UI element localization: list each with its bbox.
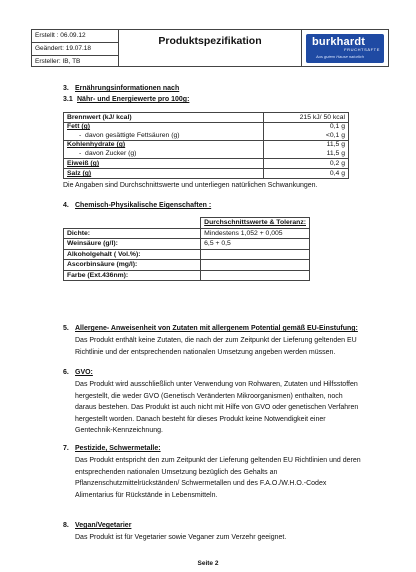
section7-text (75, 455, 405, 501)
author: Ersteller: IB, TB (35, 58, 81, 65)
density-label: Dichte: (64, 228, 201, 239)
carbs-cell (64, 141, 264, 159)
table-row (64, 239, 310, 250)
average-tolerance-header: Durchschnittswerte & Toleranz: (201, 218, 310, 229)
text-line: Gentechnik-Kennzeichnung. (75, 427, 163, 434)
table-row (64, 123, 349, 141)
section4-title: Chemisch-Physikalische Eigenschaften : (75, 202, 212, 209)
protein-label: Eiweiß (g) (64, 159, 264, 169)
carbs-label: Kohlenhydrate (g) (67, 141, 126, 148)
burkhardt-logo (306, 34, 384, 63)
section8-title: Vegan/Vegetarier (75, 522, 132, 529)
ascorbic-acid-value (201, 260, 310, 271)
saturated-fat-value: <0,1 g (325, 131, 345, 139)
carbs-value: 11,5 g (326, 141, 345, 148)
section5-number: 5. (63, 325, 69, 332)
header-meta (32, 30, 119, 66)
section6-number: 6. (63, 369, 69, 376)
section3-1-number: 3.1 (63, 96, 73, 103)
changed-date: Geändert: 19.07.18 (32, 43, 118, 56)
logo-subtitle: FRUCHTSÄFTE (344, 46, 380, 52)
empty-header-cell (64, 218, 201, 229)
text-line: Das Produkt enthält keine Zutaten, die nach der zum Zeitpunkt der Lieferung geltenden EU (75, 337, 357, 344)
section8-number: 8. (63, 522, 69, 529)
table-row (64, 169, 349, 179)
nutrition-note: Die Angaben sind Durchschnittswerte und unterliegen natürlichen Schwankungen. (63, 182, 318, 189)
color-value (201, 270, 310, 281)
section7-title: Pestizide, Schwermetalle: (75, 445, 161, 452)
text-line: Alimentarius für Rückstände in Lebensmitteln. (75, 491, 218, 499)
density-value: Mindestens 1,052 + 0,005 (201, 228, 310, 239)
table-row (64, 218, 310, 229)
salt-value: 0,4 g (264, 169, 349, 179)
section6-text (75, 379, 405, 437)
nutrition-table (63, 112, 349, 179)
table-row (64, 249, 310, 260)
fat-values (264, 123, 349, 141)
table-row (64, 159, 349, 169)
energy-label: Brennwert (kJ/ kcal) (64, 113, 264, 123)
section8-text (75, 532, 405, 544)
document-title: Produktspezifikation (119, 30, 302, 66)
energy-value: 215 kJ/ 50 kcal (264, 113, 349, 123)
table-row (64, 270, 310, 281)
table-row (64, 260, 310, 271)
text-line: entsprechenden nationalen Umsetzung bezüglich des Gehalts an (75, 468, 278, 476)
section5-title: Allergene- Anweisenheit von Zutaten mit allergenem Potential gemäß EU-Einstufung: (75, 325, 358, 332)
section4-number: 4. (63, 202, 69, 209)
color-label: Farbe (Ext.436nm): (64, 270, 201, 281)
salt-label: Salz (g) (64, 169, 264, 179)
created-date: Erstellt : 06.09.12 (32, 30, 118, 43)
text-line: Das Produkt wird ausschließlich unter Verwendung von Rohwaren, Zutaten und Hilfsstoffen (75, 381, 358, 388)
tartaric-acid-value: 6,5 + 0,5 (201, 239, 310, 250)
physical-properties-table (63, 217, 310, 281)
logo-brand: burkhardt (312, 35, 366, 48)
text-line: hergestellt, die weder GVO (Genetisch Veränderten Mikroorganismen) enthalten, noch (75, 392, 343, 400)
fat-cell (64, 123, 264, 141)
sugar-label: - davon Zucker (g) (79, 149, 137, 157)
saturated-fat-label: - davon gesättigte Fettsäuren (g) (79, 131, 180, 139)
text-line: Das Produkt entspricht den zum Zeitpunkt der Lieferung geltenden EU Richtlinien und deren (75, 457, 361, 464)
section6-title: GVO: (75, 369, 93, 376)
text-line: Richtlinie und der entsprechenden nationalen Umsetzung angeben werden müssen. (75, 348, 336, 356)
carbs-values (264, 141, 349, 159)
table-row (64, 141, 349, 159)
section5-text (75, 335, 405, 358)
text-line: Pflanzenschutzmittelrückständen/ Schwermetallen und des F.A.O./W.H.O.-Codex (75, 480, 327, 487)
section3-number: 3. (63, 85, 69, 92)
logo-area (302, 30, 388, 66)
logo-tagline: Aus gutem Hause naturlich (316, 53, 365, 59)
table-row (64, 113, 349, 123)
section7-number: 7. (63, 445, 69, 452)
tartaric-acid-label: Weinsäure (g/l): (64, 239, 201, 250)
section3-1-title: Nähr- und Energiewerte pro 100g: (77, 96, 190, 103)
alcohol-label: Alkoholgehalt ( Vol.%): (64, 249, 201, 260)
alcohol-value (201, 249, 310, 260)
ascorbic-acid-label: Ascorbinsäure (mg/l): (64, 260, 201, 271)
protein-value: 0,2 g (264, 159, 349, 169)
text-line: hergestellt worden. Danach besteht für dieses Produkt keine Notwendigkeit einer (75, 415, 326, 423)
page-number: Seite 2 (197, 560, 219, 567)
fat-value: 0,1 g (329, 123, 345, 130)
fat-label: Fett (g) (67, 123, 91, 130)
section3-title: Ernährungsinformationen nach (75, 85, 180, 92)
text-line: Das Produkt ist für Vegetarier sowie Veganer zum Verzehr geeignet. (75, 534, 287, 541)
sugar-value: 11,5 g (326, 149, 345, 157)
document-header (31, 29, 389, 67)
text-line: daraus bestehen. Das Produkt ist auch nicht mit Hilfe von GVO oder genetischen Verfahren (75, 404, 359, 411)
table-row (64, 228, 310, 239)
